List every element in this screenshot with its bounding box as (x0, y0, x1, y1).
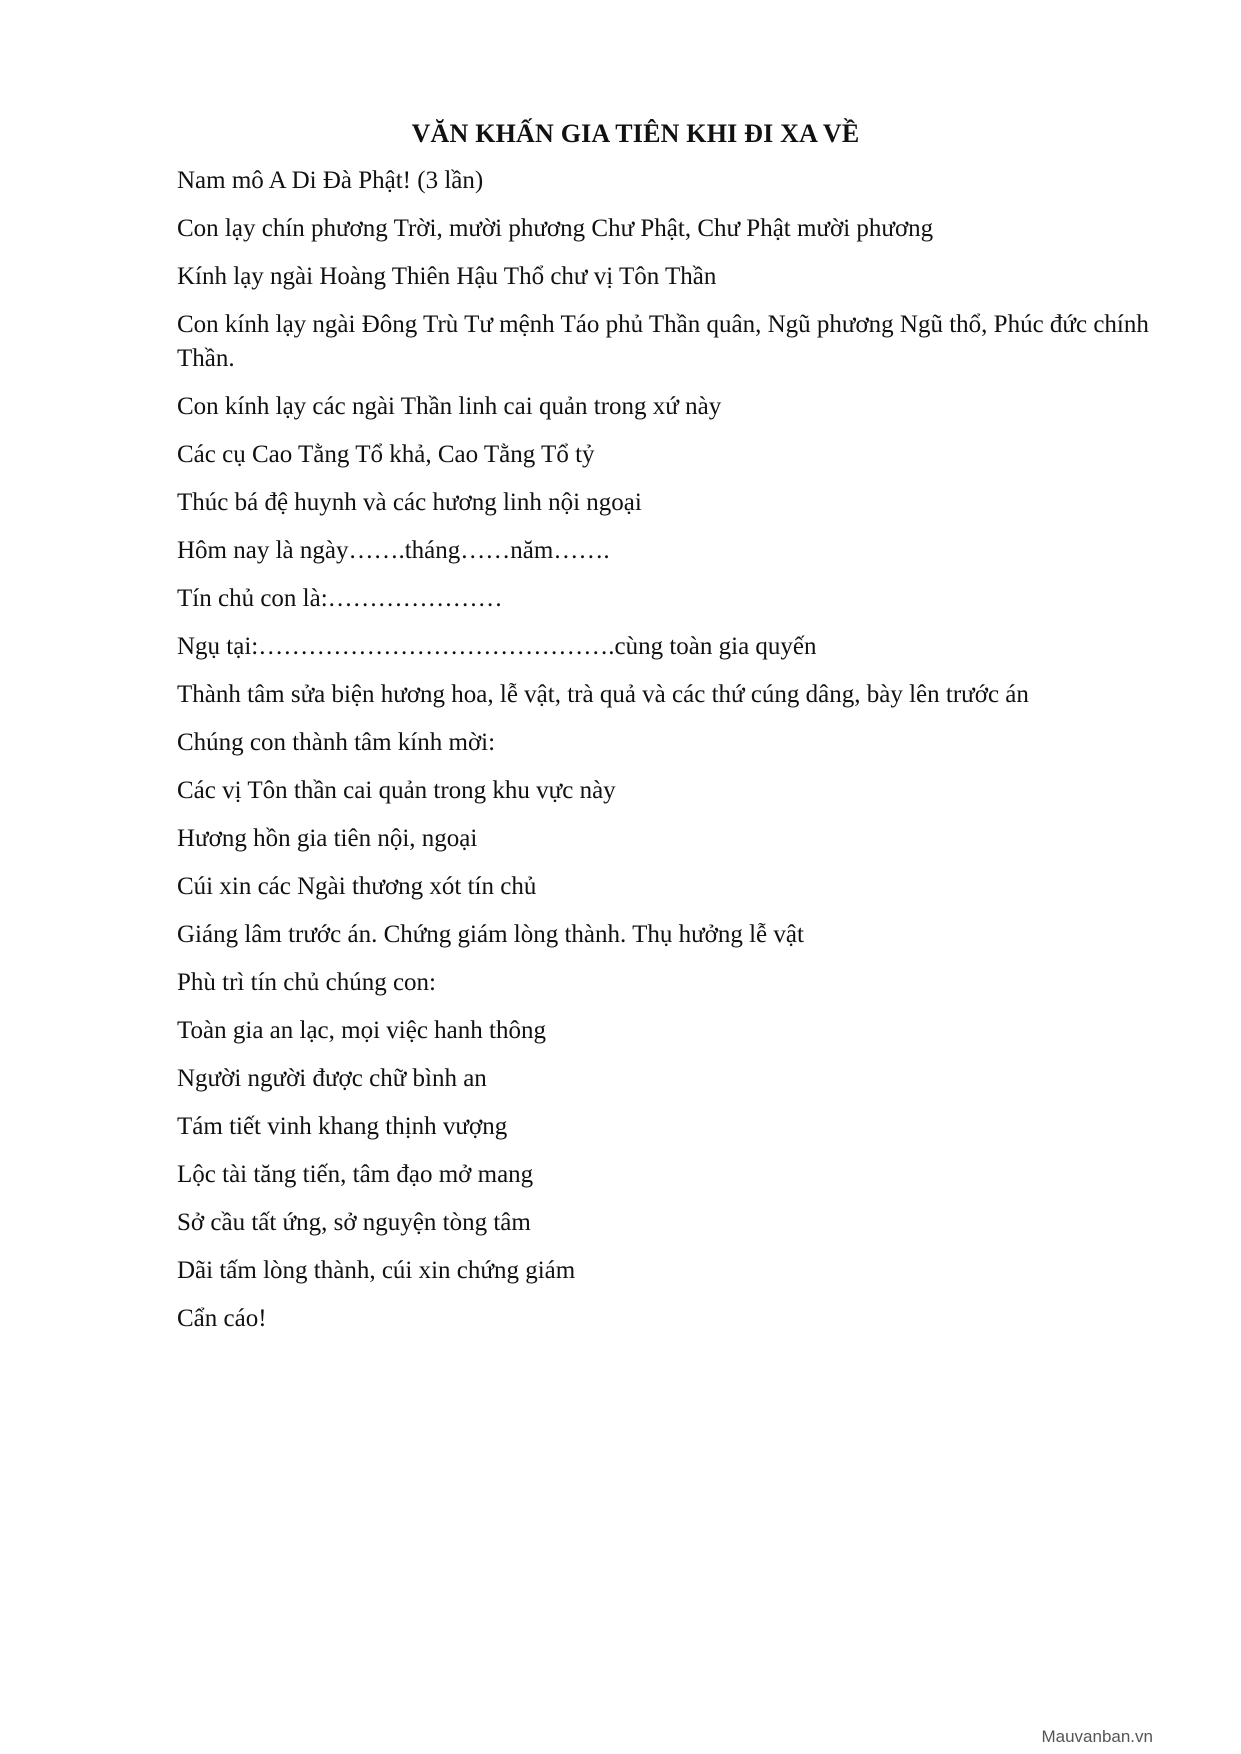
document-title: VĂN KHẤN GIA TIÊN KHI ĐI XA VỀ (411, 119, 860, 148)
body-line-10: Ngụ tại:…………………………………….cùng toàn gia quyến (177, 633, 817, 660)
body-line-4: Con kính lạy ngài Đông Trù Tư mệnh Táo phủ Thần quân, Ngũ phương Ngũ thổ, Phúc đức chính Thần. (177, 311, 1149, 372)
site-watermark: Mauvanban.vn (1041, 1727, 1153, 1746)
body-line-15: Cúi xin các Ngài thương xót tín chủ (177, 873, 537, 900)
body-line-1: Nam mô A Di Đà Phật! (3 lần) (177, 167, 484, 194)
body-line-6: Các cụ Cao Tằng Tổ khả, Cao Tằng Tổ tỷ (177, 441, 595, 468)
body-line-12: Chúng con thành tâm kính mời: (177, 729, 496, 756)
body-line-16: Giáng lâm trước án. Chứng giám lòng thành. Thụ hưởng lễ vật (177, 921, 804, 948)
body-line-9: Tín chủ con là:………………… (177, 585, 503, 612)
body-line-21: Lộc tài tăng tiến, tâm đạo mở mang (177, 1161, 534, 1188)
body-line-20: Tám tiết vinh khang thịnh vượng (177, 1113, 508, 1140)
body-line-22: Sở cầu tất ứng, sở nguyện tòng tâm (177, 1209, 531, 1236)
body-line-18: Toàn gia an lạc, mọi việc hanh thông (177, 1017, 546, 1044)
body-line-23: Dãi tấm lòng thành, cúi xin chứng giám (177, 1257, 576, 1284)
body-line-19: Người người được chữ bình an (177, 1065, 487, 1092)
body-line-5: Con kính lạy các ngài Thần linh cai quản trong xứ này (177, 393, 722, 420)
body-line-24: Cẩn cáo! (177, 1305, 267, 1332)
document-body (177, 164, 1157, 1350)
body-line-2: Con lạy chín phương Trời, mười phương Chư Phật, Chư Phật mười phương (177, 215, 934, 242)
body-line-8: Hôm nay là ngày…….tháng……năm……. (177, 537, 610, 564)
body-line-13: Các vị Tôn thần cai quản trong khu vực này (177, 777, 616, 804)
body-line-3: Kính lạy ngài Hoàng Thiên Hậu Thổ chư vị Tôn Thần (177, 263, 717, 290)
body-line-14: Hương hồn gia tiên nội, ngoại (177, 825, 478, 852)
body-line-7: Thúc bá đệ huynh và các hương linh nội ngoại (177, 489, 642, 516)
body-line-11: Thành tâm sửa biện hương hoa, lễ vật, trà quả và các thứ cúng dâng, bày lên trước án (177, 681, 1029, 708)
body-line-17: Phù trì tín chủ chúng con: (177, 969, 436, 996)
